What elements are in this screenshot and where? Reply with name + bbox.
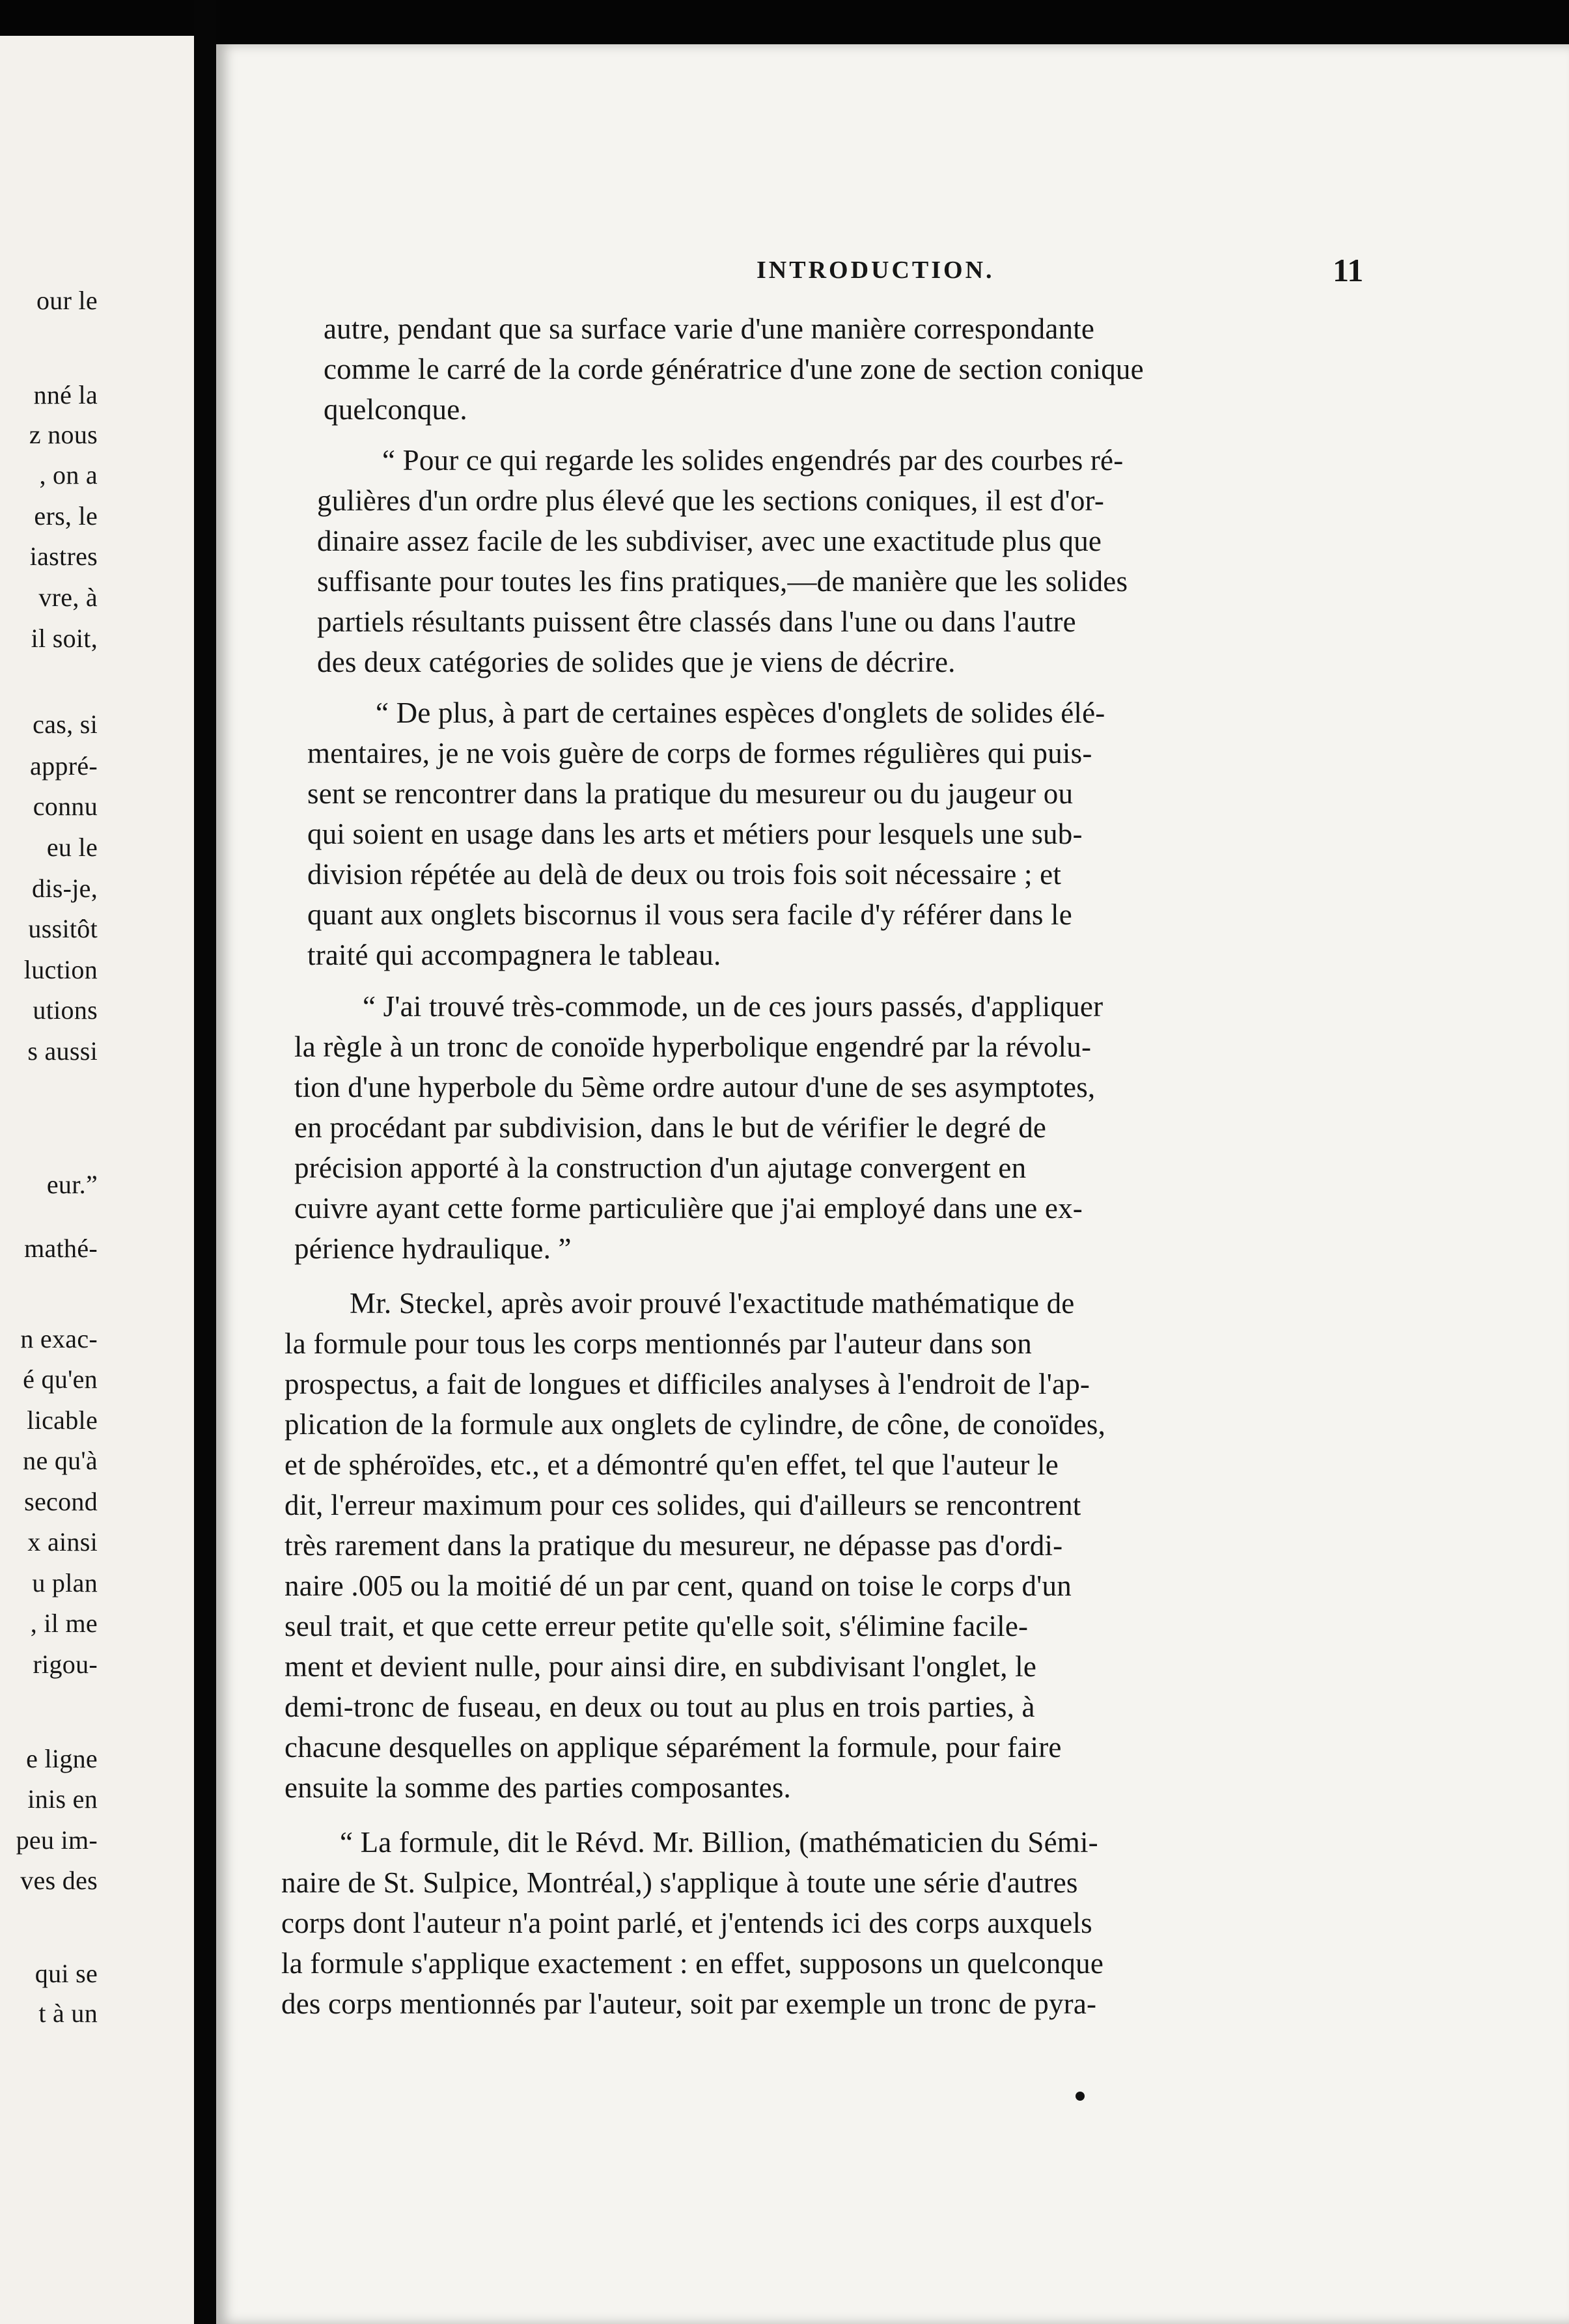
ink-dot [1076,2092,1085,2101]
text-line: autre, pendant que sa surface varie d'une manière correspondante [324,312,1095,345]
left-line: il soit, [31,624,98,653]
text-line: très rarement dans la pratique du mesureur, ne dépasse pas d'ordi- [285,1529,1063,1562]
text-line: et de sphéroïdes, etc., et a démontré qu'en effet, tel que l'auteur le [285,1448,1059,1481]
text-line: “ Pour ce qui regarde les solides engendrés par des courbes ré- [382,444,1124,477]
left-line: iastres [29,542,98,571]
left-line: é qu'en [23,1364,98,1394]
left-line: eur.” [46,1170,98,1199]
left-line: connu [33,792,98,821]
text-line: naire de St. Sulpice, Montréal,) s'applique à toute une série d'autres [281,1866,1078,1899]
text-line: sent se rencontrer dans la pratique du mesureur ou du jaugeur ou [307,777,1074,810]
text-line: seul trait, et que cette erreur petite qu'elle soit, s'élimine facile- [285,1610,1029,1642]
left-line: rigou- [33,1650,98,1679]
text-line: division répétée au delà de deux ou trois fois soit nécessaire ; et [307,858,1062,891]
text-line: demi-tronc de fuseau, en deux ou tout au plus en trois parties, à [285,1691,1035,1723]
left-line: nné la [33,380,98,409]
text-line: la formule s'applique exactement : en effet, supposons un quelconque [281,1947,1104,1980]
text-line: quant aux onglets biscornus il vous sera facile d'y référer dans le [307,898,1072,931]
left-line: , on a [39,460,98,490]
text-line: cuivre ayant cette forme particulière que j'ai employé dans une ex- [294,1192,1083,1224]
left-line: x ainsi [27,1527,98,1556]
main-page [216,44,1569,2324]
text-line: chacune desquelles on applique séparément la formule, pour faire [285,1731,1062,1764]
text-line: comme le carré de la corde génératrice d'une zone de section conique [324,353,1144,385]
text-line: traité qui accompagnera le tableau. [307,939,721,971]
left-line: ne qu'à [23,1446,98,1475]
running-head: INTRODUCTION. [757,256,995,284]
text-line: des corps mentionnés par l'auteur, soit par exemple un tronc de pyra- [281,1987,1097,2020]
text-line: suffisante pour toutes les fins pratiques,—de manière que les solides [317,565,1128,598]
left-line: inis en [27,1784,98,1814]
left-line: ussitôt [28,914,98,943]
text-line: dit, l'erreur maximum pour ces solides, qui d'ailleurs se rencontrent [285,1489,1081,1521]
left-line: peu im- [16,1825,98,1855]
text-line: dinaire assez facile de les subdiviser, avec une exactitude plus que [317,525,1102,557]
left-line: appré- [30,751,98,781]
left-line: s aussi [27,1036,98,1066]
text-line: “ J'ai trouvé très-commode, un de ces jours passés, d'appliquer [363,990,1104,1023]
text-line: la formule pour tous les corps mentionnés par l'auteur dans son [285,1327,1032,1360]
left-line: ves des [20,1866,98,1895]
left-line: , il me [30,1609,98,1638]
text-line: précision apporté à la construction d'un ajutage convergent en [294,1152,1027,1184]
page-number: 11 [1333,252,1364,288]
left-line: u plan [32,1568,98,1598]
page-gutter [194,0,216,2324]
left-line: vre, à [38,583,98,612]
left-line: qui se [35,1959,98,1988]
left-line: luction [23,955,98,984]
left-facing-page [0,36,195,2324]
text-line: tion d'une hyperbole du 5ème ordre autour d'une de ses asymptotes, [294,1071,1096,1103]
left-line: cas, si [33,710,98,739]
left-line: licable [27,1405,98,1435]
body-text [216,44,1569,2258]
text-line: qui soient en usage dans les arts et métiers pour lesquels une sub- [307,818,1083,850]
text-line: Mr. Steckel, après avoir prouvé l'exactitude mathématique de [350,1287,1075,1320]
text-line: gulières d'un ordre plus élevé que les sections coniques, il est d'or- [317,484,1105,517]
text-line: en procédant par subdivision, dans le but de vérifier le degré de [294,1111,1047,1144]
left-line: dis-je, [32,874,98,903]
text-line: prospectus, a fait de longues et difficiles analyses à l'endroit de l'ap- [285,1368,1090,1400]
left-line: second [24,1487,98,1516]
text-line: plication de la formule aux onglets de cylindre, de cône, de conoïdes, [285,1408,1106,1441]
text-line: “ La formule, dit le Révd. Mr. Billion, (mathématicien du Sémi- [340,1826,1098,1859]
left-line: n exac- [20,1324,98,1353]
text-line: la règle à un tronc de conoïde hyperbolique engendré par la révolu- [294,1031,1092,1063]
left-line: t à un [38,1999,98,2028]
text-line: naire .005 ou la moitié dé un par cent, quand on toise le corps d'un [285,1570,1072,1602]
text-line: partiels résultants puissent être classés dans l'une ou dans l'autre [317,605,1076,638]
left-line: mathé- [24,1234,98,1263]
text-line: corps dont l'auteur n'a point parlé, et j'entends ici des corps auxquels [281,1907,1092,1939]
left-line: our le [36,286,98,315]
left-line: e ligne [26,1744,98,1773]
text-line: mentaires, je ne vois guère de corps de formes régulières qui puis- [307,737,1092,769]
left-line: z nous [29,420,98,449]
left-line: eu le [46,833,98,862]
left-line: ers, le [34,501,98,531]
text-line: des deux catégories de solides que je viens de décrire. [317,646,956,678]
text-line: ment et devient nulle, pour ainsi dire, en subdivisant l'onglet, le [285,1650,1037,1683]
text-line: quelconque. [324,393,467,426]
text-line: ensuite la somme des parties composantes. [285,1771,792,1804]
text-line: “ De plus, à part de certaines espèces d'onglets de solides élé- [376,697,1105,729]
left-line: utions [33,995,98,1025]
text-line: périence hydraulique. ” [294,1232,572,1265]
